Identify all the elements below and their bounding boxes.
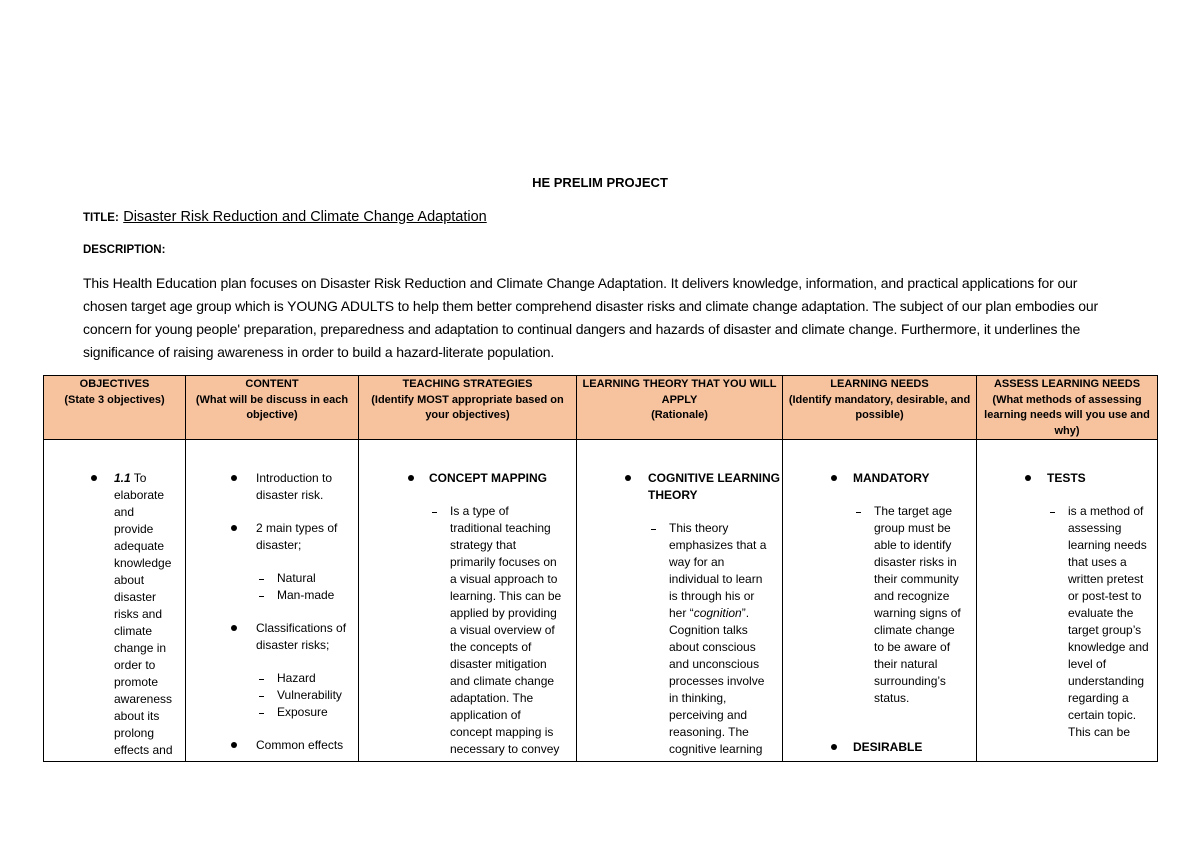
sub-item-label: Man-made [277, 588, 335, 602]
header-subtitle: (Identify MOST appropriate based on your objectives) [371, 393, 564, 421]
header-subtitle: (What will be discuss in each objective) [195, 393, 349, 421]
bullet-icon [231, 475, 237, 481]
sub-list-item [648, 520, 782, 758]
sub-list [429, 503, 576, 758]
dash-icon [259, 679, 264, 680]
title-label: TITLE: [83, 212, 119, 224]
header-assess-learning-needs [977, 376, 1158, 440]
list-item [577, 470, 782, 758]
header-title: ASSESS LEARNING NEEDS [993, 378, 1141, 390]
sub-list [256, 670, 358, 721]
content-topic: 2 main types of disaster; [256, 521, 338, 552]
list-item [44, 470, 185, 759]
theory-detail-part: ”. Cognition talks about conscious and unconscious processes involve in thinking, perceiving and reasoning. The cognitive learning [669, 606, 765, 756]
list-item [359, 470, 576, 758]
sub-item-label: Hazard [277, 671, 316, 685]
sub-list [853, 503, 976, 707]
dash-icon [259, 696, 264, 697]
header-teaching-strategies [359, 376, 577, 440]
sub-item-label: Exposure [277, 705, 328, 719]
document-heading: HE PRELIM PROJECT [532, 175, 668, 190]
strategy-heading: CONCEPT MAPPING [429, 471, 548, 485]
header-content [186, 376, 359, 440]
objective-text [114, 470, 174, 759]
need-heading: MANDATORY [853, 471, 930, 485]
sub-list-item [853, 503, 976, 707]
bullet-icon [91, 475, 97, 481]
header-learning-needs [783, 376, 977, 440]
title-line [83, 207, 983, 228]
bullet-icon [231, 742, 237, 748]
sub-list-item [1047, 503, 1157, 741]
bullet-icon [625, 475, 631, 481]
sub-list-item [256, 570, 358, 587]
content-topic: Introduction to disaster risk. [256, 471, 333, 502]
table-row [44, 440, 1158, 762]
header-title: TEACHING STRATEGIES [402, 378, 533, 390]
objective-description: To elaborate and provide adequate knowledge about disaster risks and climate change in order to promote awareness about its prolong effects and [114, 471, 173, 757]
strategy-detail: Is a type of traditional teaching strategy that primarily focuses on a visual approach to learning. This can be applied by providing a visual overview of the concepts of disaster mitigation and climate change adaptation. The application of concept mapping is necessary to convey [450, 504, 562, 756]
sub-item-label: Vulnerability [277, 688, 342, 702]
sub-list-item [256, 704, 358, 721]
need-heading: DESIRABLE [853, 740, 923, 754]
learning-theory-cell [577, 440, 783, 762]
header-subtitle: (Rationale) [651, 409, 708, 421]
theory-detail [669, 520, 773, 758]
sub-list-item [256, 670, 358, 687]
lesson-plan-table [43, 375, 1158, 762]
bullet-icon [1025, 475, 1031, 481]
content-topic: Classifications of disaster risks; [256, 621, 347, 652]
sub-list-item [256, 687, 358, 704]
list-item [186, 620, 358, 721]
theory-heading: COGNITIVE LEARNING THEORY [648, 471, 781, 502]
dash-icon [651, 529, 656, 530]
dash-icon [259, 713, 264, 714]
dash-icon [856, 512, 861, 513]
sub-list [256, 570, 358, 604]
dash-icon [1050, 512, 1055, 513]
list-item [783, 739, 976, 756]
assessment-heading: TESTS [1047, 471, 1086, 485]
objective-number: 1.1 [114, 471, 131, 485]
dash-icon [432, 512, 437, 513]
header-title: LEARNING THEORY THAT YOU WILL APPLY [582, 378, 777, 406]
theory-detail-part: This theory emphasizes that a way for an individual to learn is through his or her “ [669, 521, 767, 620]
bullet-icon [231, 525, 237, 531]
bullet-icon [408, 475, 414, 481]
sub-list-item [429, 503, 576, 758]
header-subtitle: (Identify mandatory, desirable, and possible) [788, 393, 971, 421]
list-item [977, 470, 1157, 741]
description-label: DESCRIPTION: [83, 244, 166, 256]
list-item [186, 470, 358, 504]
content-cell [186, 440, 359, 762]
theory-detail-emphasis: cognition [693, 606, 742, 620]
sub-item-label: Natural [277, 571, 316, 585]
learning-needs-cell [783, 440, 977, 762]
teaching-strategies-cell [359, 440, 577, 762]
bullet-icon [231, 625, 237, 631]
assessment-cell [977, 440, 1158, 762]
bullet-icon [831, 475, 837, 481]
title-value: Disaster Risk Reduction and Climate Change Adaptation [123, 209, 487, 225]
list-item [186, 737, 358, 754]
description-text: This Health Education plan focuses on Disaster Risk Reduction and Climate Change Adaptation. It delivers knowledge, information, and practical applications for our chosen target age group which is YOUNG ADULTS to help them better comprehend disaster risks and climate change adaptation. The subject of our plan embodies our concern for young people' preparation, preparedness and adaptation to continual dangers and hazards of disaster and climate change. Furthermore, it underlines the significance of raising awareness in order to build a hazard-literate population. [83, 275, 1099, 360]
header-subtitle: (State 3 objectives) [64, 393, 165, 406]
list-item [186, 520, 358, 604]
sub-list-item [256, 587, 358, 604]
objectives-cell [44, 440, 186, 762]
assessment-detail: is a method of assessing learning needs that uses a written pretest or post-test to evaluate the target group’s knowledge and level of understanding regarding a certain topic. This can be [1068, 504, 1149, 739]
header-learning-theory [577, 376, 783, 440]
header-title: LEARNING NEEDS [830, 378, 929, 390]
header-title: CONTENT [245, 378, 299, 390]
bullet-icon [831, 744, 837, 750]
header-subtitle: (What methods of assessing learning needs will you use and why) [984, 393, 1150, 437]
list-item [783, 470, 976, 707]
header-title: OBJECTIVES [79, 378, 150, 390]
table-header-row [44, 376, 1158, 440]
sub-list [1047, 503, 1157, 741]
sub-list [648, 520, 782, 758]
need-detail: The target age group must be able to identify disaster risks in their community and recognize warning signs of climate change to be aware of their natural surrounding’s status. [874, 504, 961, 705]
header-objectives [44, 376, 186, 440]
dash-icon [259, 579, 264, 580]
content-topic: Common effects [256, 738, 344, 752]
dash-icon [259, 596, 264, 597]
